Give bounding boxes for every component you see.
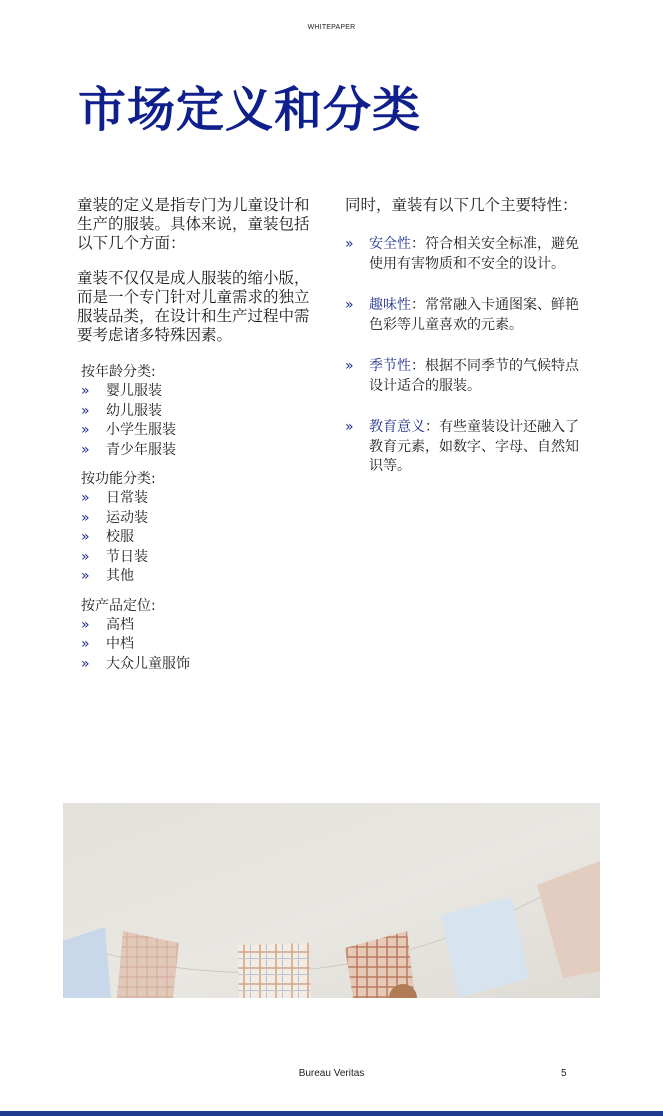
bullet-chevron-icon: » bbox=[81, 529, 90, 545]
bullet-chevron-icon: » bbox=[81, 509, 90, 526]
footer-company: Bureau Veritas bbox=[298, 1068, 365, 1079]
feature-description: ：常常融入卡通图案、鲜艳色彩等儿童喜欢的元素。 bbox=[369, 297, 579, 333]
characteristics-intro: 同时，童装有以下几个主要特性： bbox=[345, 196, 578, 214]
bullet-chevron-icon: » bbox=[345, 358, 354, 374]
list-item: » 中档 bbox=[81, 635, 313, 655]
bullet-chevron-icon: » bbox=[345, 419, 354, 435]
feature-item-safety bbox=[345, 235, 585, 274]
document-type-label: WHITEPAPER bbox=[307, 24, 356, 31]
feature-description: ：有些童装设计还融入了教育元素，如数字、字母、自然知识等。 bbox=[369, 419, 579, 474]
list-item: » 小学生服装 bbox=[81, 421, 313, 441]
bullet-chevron-icon: » bbox=[81, 655, 90, 672]
list-item: » 节日装 bbox=[81, 548, 313, 568]
function-classification-group bbox=[81, 470, 313, 587]
category-paragraph: 童装不仅仅是成人服装的缩小版，而是一个专门针对儿童需求的独立服装品类，在设计和生产过程中需要考虑诸多特殊因素。 bbox=[77, 269, 310, 344]
feature-term: 季节性 bbox=[369, 358, 411, 374]
right-column bbox=[345, 196, 585, 499]
bullet-chevron-icon: » bbox=[345, 297, 354, 313]
feature-item-fun bbox=[345, 296, 585, 335]
feature-term: 安全性 bbox=[369, 236, 411, 252]
group-title: 按产品定位: bbox=[81, 597, 156, 614]
bullet-chevron-icon: » bbox=[345, 236, 354, 252]
list-item: » 运动装 bbox=[81, 509, 313, 529]
bullet-chevron-icon: » bbox=[81, 636, 90, 652]
definition-paragraph: 童装的定义是指专门为儿童设计和生产的服装。具体来说，童装包括以下几个方面： bbox=[77, 196, 310, 252]
list-item: » 大众儿童服饰 bbox=[81, 655, 313, 675]
bottom-accent-bar bbox=[0, 1111, 663, 1116]
bullet-chevron-icon: » bbox=[81, 548, 90, 565]
feature-description: ：根据不同季节的气候特点设计适合的服装。 bbox=[369, 358, 579, 394]
bullet-chevron-icon: » bbox=[81, 422, 90, 438]
feature-term: 趣味性 bbox=[369, 297, 411, 313]
page-title: 市场定义和分类 bbox=[78, 82, 422, 138]
feature-item-seasonality bbox=[345, 357, 585, 396]
group-title: 按年龄分类: bbox=[81, 364, 156, 380]
page-number: 5 bbox=[561, 1068, 567, 1079]
list-item: » 其他 bbox=[81, 567, 313, 587]
bullet-chevron-icon: » bbox=[81, 616, 90, 633]
age-classification-group bbox=[81, 363, 313, 460]
positioning-classification-group bbox=[81, 597, 313, 675]
list-item: » 高档 bbox=[81, 616, 313, 636]
feature-item-education bbox=[345, 418, 585, 477]
bullet-chevron-icon: » bbox=[81, 490, 90, 506]
list-item: » 青少年服装 bbox=[81, 441, 313, 461]
group-title: 按功能分类: bbox=[81, 471, 156, 487]
list-item: » 幼儿服装 bbox=[81, 402, 313, 422]
bullet-chevron-icon: » bbox=[81, 568, 90, 584]
bullet-chevron-icon: » bbox=[81, 402, 90, 419]
bullet-chevron-icon: » bbox=[81, 383, 90, 399]
list-item: » 校服 bbox=[81, 528, 313, 548]
bullet-chevron-icon: » bbox=[81, 441, 90, 458]
left-column bbox=[77, 196, 313, 684]
feature-description: ：符合相关安全标准，避免使用有害物质和不安全的设计。 bbox=[369, 236, 579, 272]
list-item: » 婴儿服装 bbox=[81, 382, 313, 402]
list-item: » 日常装 bbox=[81, 489, 313, 509]
feature-term: 教育意义 bbox=[369, 419, 425, 435]
bunting-photo bbox=[63, 803, 600, 998]
